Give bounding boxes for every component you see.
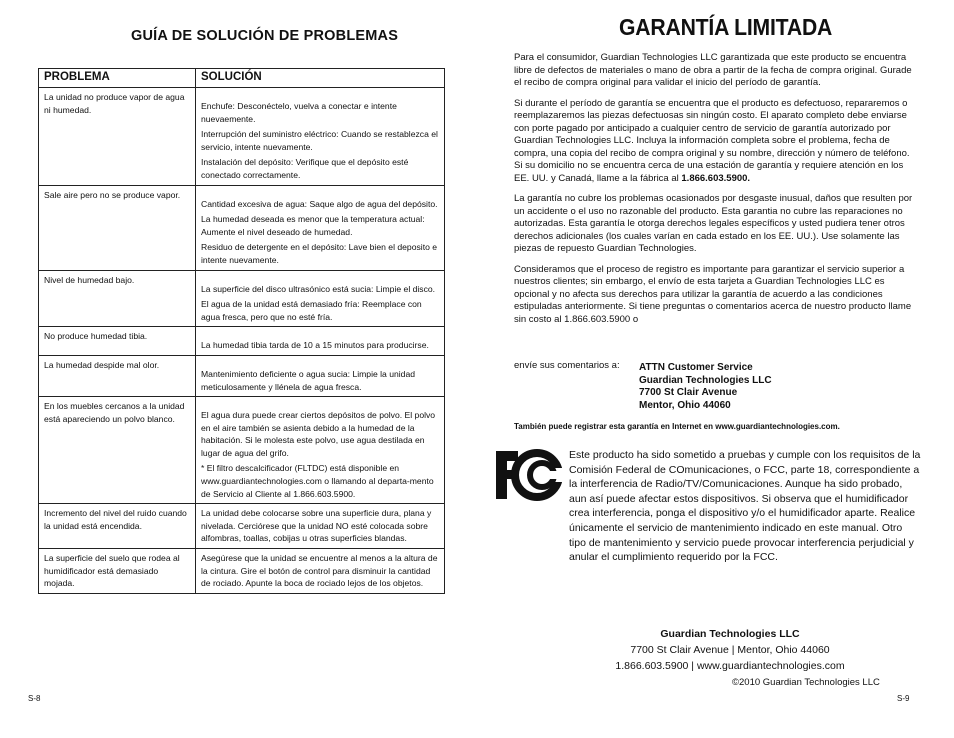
problem-cell: Incremento del nivel del ruido cuando la unidad está encendida. — [39, 504, 196, 549]
factory-phone: 1.866.603.5900. — [681, 172, 751, 184]
solution-item: La humedad deseada es menor que la temperatura actual: Aumente el nivel deseado de humedad. — [201, 214, 425, 237]
solution-item: Instalación del depósito: Verifique que el depósito esté conectado correctamente. — [201, 157, 409, 180]
solution-cell — [196, 270, 445, 327]
warranty-paragraph: Para el consumidor, Guardian Technologies LLC garantizada que este producto se encuentra libre de defectos de materiales o mano de obra a partir de la fecha de compra original. Gurade el recibo de compra original para validar el inicio del período de garantía. — [514, 52, 912, 88]
problem-cell: La unidad no produce vapor de agua ni humedad. — [39, 88, 196, 186]
warranty-paragraph: La garantía no cubre los problemas ocasionados por desgaste inusual, daños que resulten por un accidente o el uso no razonable del producto. Esta garantia no cubre las reparaciones no autorizadas. Esta garantía le otorga derechos legales específicos y usted pudiera tener otros derechos adicionales (los cuales varían en cada estado en los EE. UU.). Use solamente las piezas de repuesto Guardian Technologies. — [514, 193, 913, 254]
fcc-compliance-text: Este producto ha sido sometido a pruebas y cumple con los requisitos de la Comisión Federal de COmunicaciones, o FCC, parte 18, correspondiente a la interferencia de Radio/TV/Comunicaciones. Aunque ha sido probado, aun así puede afectar estos dispositivos. Si observa que el humidificador crea interferencia, ponga el dispositivo y/o el humidificador aparte. Realice únicamente el servicio de mantenimiento indicado en este manual. Otro tipo de mantenimiento y servicio puede provocar interferencia perjudicial y anular el cumplimiento requerido por la FCC. — [569, 449, 921, 564]
solution-cell — [196, 549, 445, 594]
solution-item: Cantidad excesiva de agua: Saque algo de agua del depósito. — [201, 198, 438, 209]
warranty-paragraph-text: Si durante el período de garantía se encuentra que el producto es defectuoso, repararemos o reemplazaremos las piezas defectuosas sin ningún costo. El aparato completo debe enviarse con porte pagado por anticipado a cualquier centro de servicio de garantía autorizado por Guardian Technologies LLC. Incluya la información completa sobre el problema, fecha de compra, una copia del recibo de compra original y su nombre, dirección y número de teléfono. Si su domicilio no se encuentra cerca de una estación de garantía y requiere atención en los EE. UU. y Canadá, llame a la fábrica al — [514, 97, 910, 184]
table-row — [39, 504, 445, 549]
solution-item: El agua dura puede crear ciertos depósitos de polvo. El polvo en el aire también se asienta debido a la humedad de la habitación. Si le molesta este polvo, use agua destilada en lugar de agua del grifo. — [201, 410, 436, 458]
copyright: ©2010 Guardian Technologies LLC — [732, 677, 880, 688]
address-line: Mentor, Ohio 44060 — [639, 399, 731, 411]
solution-cell — [196, 88, 445, 186]
send-comments-lead: envíe sus comentarios a: — [514, 360, 620, 371]
warranty-title: GARANTÍA LIMITADA — [619, 14, 833, 40]
problem-cell: La superficie del suelo que rodea al humidificador está demasiado mojada. — [39, 549, 196, 594]
address-line: ATTN Customer Service — [639, 362, 753, 373]
table-row — [39, 327, 445, 356]
footer-address: 7700 St Clair Avenue | Mentor, Ohio 44060 — [630, 644, 830, 656]
address-line: Guardian Technologies LLC — [639, 374, 772, 386]
table-row — [39, 185, 445, 270]
solution-cell — [196, 327, 445, 356]
problem-cell: No produce humedad tibia. — [39, 327, 196, 356]
solution-item: La superficie del disco ultrasónico está sucia: Limpie el disco. — [201, 283, 436, 294]
left-page-title: GUÍA DE SOLUCIÓN DE PROBLEMAS — [131, 28, 399, 44]
page-number-right: S-9 — [897, 694, 910, 703]
fcc-logo — [494, 449, 562, 501]
problem-cell: Sale aire pero no se produce vapor. — [39, 185, 196, 270]
solution-cell — [196, 504, 445, 549]
table-row — [39, 355, 445, 396]
warranty-paragraph: Consideramos que el proceso de registro es importante para garantizar el servicio superior a nuestros clientes; sin embargo, el envío de esta tarjeta a Guardian Technologies LLC es opcional y no afecta sus derechos para utilizar la garantía de acuerdo a las condiciones estipuladas anteriormente. Si tiene preguntas o comentarios acerca de nuestro producto llame sin costo al 1.866.603.5900 o — [514, 263, 912, 325]
internet-registration-note: También puede registrar esta garantía en Internet en www.guardiantechnologies.com. — [514, 422, 840, 431]
solution-item: Residuo de detergente en el depósito: Lave bien el deposito e intente nuevamente. — [201, 242, 438, 265]
solution-item: El agua de la unidad está demasiado fría: Reemplace con agua fresca, pero que no esté fría. — [201, 299, 422, 322]
page-number-left: S-8 — [28, 694, 41, 703]
warranty-body — [514, 52, 916, 326]
footer-company: Guardian Technologies LLC — [660, 628, 800, 640]
solution-item: Enchufe: Desconéctelo, vuelva a conectar e intente nuevaemente. — [201, 101, 397, 124]
troubleshooting-table — [38, 68, 445, 594]
solution-item: * El filtro descalcificador (FLTDC) está disponible en www.guardiantechnologies.com o llamando al departa-mento de Servicio al Cliente al 1.866.603.5900. — [201, 463, 434, 499]
solution-item: Asegúrese que la unidad se encuentre al menos a la altura de la cintura. Gire el botón de control para disminuir la cantidad de rociado. Apunte la boca de rociado lejos de los objetos. — [201, 553, 438, 589]
table-header-row — [39, 69, 445, 88]
warranty-paragraph — [514, 98, 916, 186]
problem-cell: Nivel de humedad bajo. — [39, 270, 196, 327]
address-line: 7700 St Clair Avenue — [639, 387, 738, 398]
column-header-problem: PROBLEMA — [39, 69, 196, 88]
solution-item: La humedad tibia tarda de 10 a 15 minutos para producirse. — [201, 340, 429, 351]
solution-cell — [196, 355, 445, 396]
table-row — [39, 549, 445, 594]
solution-item: Mantenimiento deficiente o agua sucia: Limpie la unidad meticulosamente y llénela de agua fresca. — [201, 368, 416, 392]
table-row — [39, 397, 445, 504]
footer-contact: 1.866.603.5900 | www.guardiantechnologies.com — [615, 660, 845, 672]
solution-item: Interrupción del suministro eléctrico: Cuando se restablezca el servicio, intente nuevamente. — [201, 129, 438, 152]
solution-cell — [196, 185, 445, 270]
mailing-address — [639, 362, 772, 412]
solution-item: La unidad debe colocarse sobre una superficie dura, plana y nivelada. Cerciórese que la unidad NO esté colocada sobre alfombras, toallas, cobijas u otras superficies blandas. — [201, 508, 432, 544]
table-row — [39, 88, 445, 186]
solution-cell — [196, 397, 445, 504]
problem-cell: La humedad despide mal olor. — [39, 355, 196, 396]
problem-cell: En los muebles cercanos a la unidad está apareciendo un polvo blanco. — [39, 397, 196, 504]
column-header-solution: SOLUCIÓN — [196, 69, 445, 88]
table-row — [39, 270, 445, 327]
